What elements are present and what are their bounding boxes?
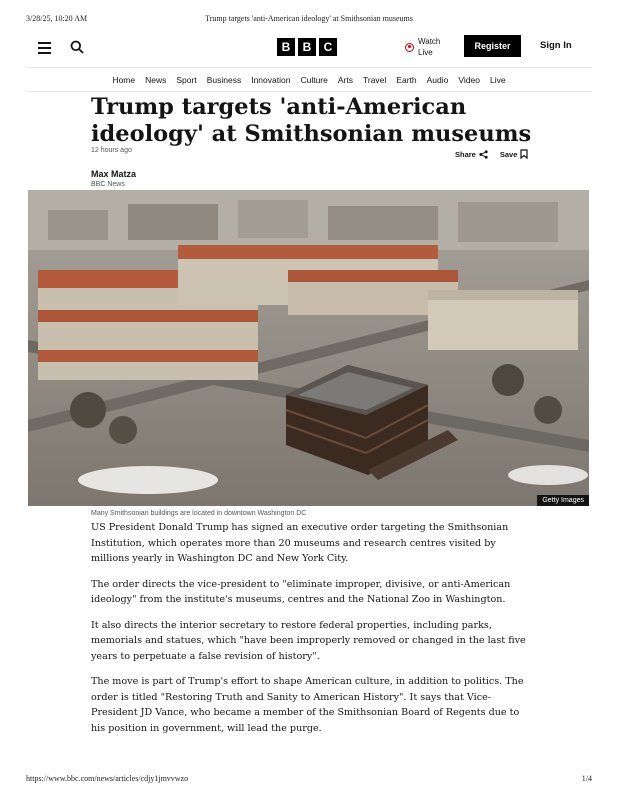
print-footer bbox=[26, 774, 592, 786]
nav-item-audio[interactable]: Audio bbox=[426, 74, 449, 85]
nav-item-home[interactable]: Home bbox=[112, 74, 136, 85]
logo-letter: C bbox=[319, 38, 337, 56]
search-icon[interactable] bbox=[70, 40, 84, 54]
image-caption: Many Smithsonian buildings are located in downtown Washington DC bbox=[91, 510, 307, 517]
article-paragraph: The move is part of Trump's effort to shape American culture, in addition to politics. The order is titled "Restoring Truth and Sanity to American History". It says that Vice-President JD Vance, who became a member of the Smithsonian Board of Regents due to his position in government, will lead the purge. bbox=[91, 676, 524, 734]
nav-item-earth[interactable]: Earth bbox=[396, 74, 417, 85]
save-label: Save bbox=[499, 149, 518, 159]
live-dot-icon bbox=[405, 43, 414, 52]
nav-item-sport[interactable]: Sport bbox=[176, 74, 197, 85]
print-url: https://www.bbc.com/news/articles/cdjy1jmvvwzo bbox=[26, 774, 189, 783]
nav-item-innovation[interactable]: Innovation bbox=[251, 74, 291, 85]
hero-image bbox=[28, 190, 589, 506]
nav-item-news[interactable]: News bbox=[145, 74, 167, 85]
image-credit: Getty Images bbox=[537, 495, 589, 506]
article-body bbox=[91, 520, 527, 746]
logo-letter: B bbox=[298, 38, 316, 56]
nav-item-business[interactable]: Business bbox=[206, 74, 242, 85]
nav-item-travel[interactable]: Travel bbox=[362, 74, 387, 85]
share-label: Share bbox=[455, 149, 476, 159]
article-paragraph: It also directs the interior secretary to restore federal properties, including parks, memorials and statues, which "have been improperly removed or changed in the last five years to perpetuate a false revision of history". bbox=[91, 619, 526, 662]
aerial-city-illustration bbox=[28, 190, 589, 506]
article-actions bbox=[455, 149, 528, 159]
print-page-title: Trump targets 'anti-American ideology' at Smithsonian museums bbox=[205, 14, 413, 23]
article-paragraph: US President Donald Trump has signed an executive order targeting the Smithsonian Institution, which operates more than 20 museums and research centres visited by millions yearly in Washington DC and New York City. bbox=[91, 522, 509, 564]
watch-live-label: Watch Live bbox=[418, 37, 441, 57]
save-button[interactable] bbox=[500, 149, 529, 159]
bbc-logo[interactable] bbox=[277, 38, 337, 56]
article-headline: Trump targets 'anti-American ideology' at Smithsonian museums bbox=[91, 94, 532, 147]
bookmark-icon bbox=[520, 149, 528, 159]
nav-item-arts[interactable]: Arts bbox=[337, 74, 353, 85]
logo-letter: B bbox=[277, 38, 295, 56]
print-header bbox=[26, 14, 592, 26]
watch-live-link[interactable] bbox=[405, 36, 440, 58]
sign-in-link[interactable]: Sign In bbox=[540, 40, 572, 51]
menu-icon[interactable] bbox=[38, 42, 51, 53]
nav-item-culture[interactable]: Culture bbox=[300, 74, 328, 85]
author-organization: BBC News bbox=[91, 181, 125, 188]
nav-item-video[interactable]: Video bbox=[458, 74, 480, 85]
author-name[interactable]: Max Matza bbox=[91, 169, 137, 179]
share-button[interactable] bbox=[455, 149, 488, 159]
share-icon bbox=[479, 150, 488, 159]
article-paragraph: The order directs the vice-president to "eliminate improper, divisive, or anti-American ideology" from the institute's museums, centres and the National Zoo in Washington. bbox=[91, 578, 511, 605]
page-number: 1/4 bbox=[581, 774, 592, 783]
main-nav bbox=[26, 68, 592, 92]
print-datetime: 3/28/25, 10:20 AM bbox=[26, 14, 88, 23]
article-timestamp: 12 hours ago bbox=[91, 147, 132, 154]
nav-item-live[interactable]: Live bbox=[489, 74, 506, 85]
masthead bbox=[26, 34, 592, 68]
register-button[interactable]: Register bbox=[464, 35, 521, 57]
